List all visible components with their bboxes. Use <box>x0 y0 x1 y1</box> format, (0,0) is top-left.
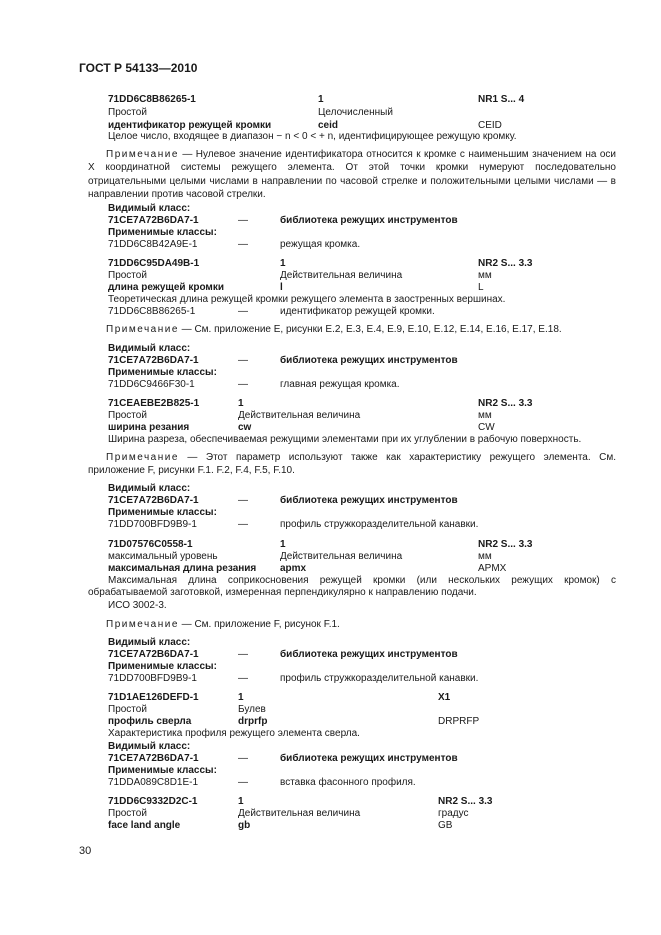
entry-name: face land angle <box>108 820 181 831</box>
entry-type: Простой <box>108 704 147 715</box>
entry-symbol: drprfp <box>238 716 268 727</box>
entry-unit: градус <box>438 808 469 819</box>
entry-code2: GB <box>438 820 453 831</box>
applicable-name: профиль стружкоразделительной канавки. <box>280 673 479 684</box>
visible-class-name: библиотека режущих инструментов <box>280 495 458 506</box>
note-label: Примечание <box>106 619 179 630</box>
entry-id: 71CEAEBE2B825-1 <box>108 398 200 409</box>
entry-note <box>88 148 616 201</box>
ref-name: идентификатор режущей кромки. <box>280 306 435 317</box>
entry-code2: DRPRFP <box>438 716 480 727</box>
entry-symbol: cw <box>238 422 252 433</box>
visible-class-label: Видимый класс: <box>108 741 191 752</box>
visible-class-id: 71CE7A72B6DA7-1 <box>108 355 199 366</box>
entry-code: NR2 S... 3.3 <box>478 539 533 550</box>
entry-id: 71D07576C0558-1 <box>108 539 193 550</box>
entry-definition: Ширина разреза, обеспечиваемая режущими элементами при их углублении в рабочую поверхность. <box>108 434 582 445</box>
entry-value-type: Булев <box>238 704 266 715</box>
entry-name: профиль сверла <box>108 716 192 727</box>
dash: — <box>238 379 248 390</box>
entry-id: 71DD6C9332D2C-1 <box>108 796 198 807</box>
dash: — <box>238 215 248 226</box>
visible-class-name: библиотека режущих инструментов <box>280 355 458 366</box>
applicable-label: Применимые классы: <box>108 367 217 378</box>
entry-id: 71DD6C95DA49B-1 <box>108 258 200 269</box>
entry-symbol: l <box>280 282 283 293</box>
entry-num: 1 <box>238 398 244 409</box>
entry-num: 1 <box>280 258 286 269</box>
entry-value-type: Действительная величина <box>280 551 403 562</box>
entry-num: 1 <box>280 539 286 550</box>
entry-type: Простой <box>108 808 147 819</box>
applicable-label: Применимые классы: <box>108 227 217 238</box>
entry-definition: Целое число, входящее в диапазон − n < 0 < + n, идентифицирующее режущую кромку. <box>108 131 517 142</box>
dash: — <box>238 239 248 250</box>
entry-unit: мм <box>478 551 492 562</box>
page-number: 30 <box>79 845 92 857</box>
entry-code: X1 <box>438 692 451 703</box>
entry-code2: L <box>478 282 484 293</box>
entry-num: 1 <box>238 692 244 703</box>
applicable-id: 71DD6C9466F30-1 <box>108 379 195 390</box>
visible-class-id: 71CE7A72B6DA7-1 <box>108 495 199 506</box>
visible-class-name: библиотека режущих инструментов <box>280 753 458 764</box>
entry-id: 71D1AE126DEFD-1 <box>108 692 199 703</box>
applicable-name: режущая кромка. <box>280 239 361 250</box>
entry-unit: мм <box>478 410 492 421</box>
entry-type: Простой <box>108 410 147 421</box>
dash: — <box>238 495 248 506</box>
document-header: ГОСТ Р 54133—2010 <box>79 61 198 75</box>
applicable-name: вставка фасонного профиля. <box>280 777 416 788</box>
entry-name: ширина резания <box>108 422 190 433</box>
entry-num: 1 <box>318 94 324 105</box>
entry-value-type: Действительная величина <box>280 270 403 281</box>
note-text: — Этот параметр используют также как характеристику режущего элемента. См. приложение F, рисунки F.1. F.2, F.4, F.5, F.10. <box>88 452 616 477</box>
note-text: — См. приложение Е, рисунки Е.2, Е.3, Е.4, Е.9, Е.10, Е.12, Е.14, Е.16, Е.17, Е.18. <box>181 324 562 335</box>
entry-code: NR2 S... 3.3 <box>478 258 533 269</box>
applicable-name: профиль стружкоразделительной канавки. <box>280 519 479 530</box>
dash: — <box>238 753 248 764</box>
entry-type: максимальный уровень <box>108 551 218 562</box>
entry-value-type: Действительная величина <box>238 808 361 819</box>
visible-class-label: Видимый класс: <box>108 637 191 648</box>
visible-class-id: 71CE7A72B6DA7-1 <box>108 649 199 660</box>
applicable-label: Применимые классы: <box>108 661 217 672</box>
dash: — <box>238 306 248 317</box>
entry-definition <box>88 575 616 599</box>
visible-class-label: Видимый класс: <box>108 343 191 354</box>
entry-unit: мм <box>478 270 492 281</box>
applicable-id: 71DD700BFD9B9-1 <box>108 519 197 530</box>
applicable-name: главная режущая кромка. <box>280 379 400 390</box>
note-text: — Нулевое значение идентификатора относится к кромке с наименьшим значением на оси X координатной системы режущего элемента. От этой точки кромки нумеруют последовательно отрицательными целыми числами в направлении по часовой стрелке и положительными целыми числами — в направлении против часовой стрелки. <box>88 149 617 200</box>
note-label: Примечание <box>106 324 179 335</box>
entry-symbol: apmx <box>280 563 307 574</box>
entry-code2: CEID <box>478 120 502 131</box>
entry-type: Простой <box>108 270 147 281</box>
entry-note <box>106 619 340 631</box>
entry-code: NR2 S... 3.3 <box>478 398 533 409</box>
visible-class-id: 71CE7A72B6DA7-1 <box>108 215 199 226</box>
visible-class-id: 71CE7A72B6DA7-1 <box>108 753 199 764</box>
applicable-label: Применимые классы: <box>108 507 217 518</box>
applicable-id: 71DDA089C8D1E-1 <box>108 777 199 788</box>
entry-type: Простой <box>108 107 147 118</box>
entry-id: 71DD6C8B86265-1 <box>108 94 196 105</box>
entry-symbol: gb <box>238 820 251 831</box>
ref-id: 71DD6C8B86265-1 <box>108 306 196 317</box>
visible-class-name: библиотека режущих инструментов <box>280 649 458 660</box>
dash: — <box>238 519 248 530</box>
entry-code2: APMX <box>478 563 507 574</box>
entry-value-type: Целочисленный <box>318 107 393 118</box>
note-label: Примечание <box>106 452 179 463</box>
entry-code: NR1 S... 4 <box>478 94 525 105</box>
visible-class-name: библиотека режущих инструментов <box>280 215 458 226</box>
entry-source: ИСО 3002-3. <box>108 600 167 611</box>
note-label: Примечание <box>106 149 179 160</box>
entry-definition: Характеристика профиля режущего элемента сверла. <box>108 728 360 739</box>
entry-note <box>106 324 562 336</box>
dash: — <box>238 355 248 366</box>
entry-name: максимальная длина резания <box>108 563 257 574</box>
dash: — <box>238 673 248 684</box>
entry-name: длина режущей кромки <box>108 282 224 293</box>
note-text: — См. приложение F, рисунок F.1. <box>181 619 340 630</box>
dash: — <box>238 649 248 660</box>
entry-code: NR2 S... 3.3 <box>438 796 493 807</box>
entry-name: идентификатор режущей кромки <box>108 120 272 131</box>
dash: — <box>238 777 248 788</box>
applicable-id: 71DD700BFD9B9-1 <box>108 673 197 684</box>
entry-value-type: Действительная величина <box>238 410 361 421</box>
entry-note <box>88 451 616 478</box>
entry-symbol: ceid <box>318 120 339 131</box>
entry-num: 1 <box>238 796 244 807</box>
entry-definition: Теоретическая длина режущей кромки режущего элемента в заостренных вершинах. <box>108 294 506 305</box>
entry-code2: CW <box>478 422 495 433</box>
visible-class-label: Видимый класс: <box>108 483 191 494</box>
visible-class-label: Видимый класс: <box>108 203 191 214</box>
applicable-id: 71DD6C8B42A9E-1 <box>108 239 198 250</box>
applicable-label: Применимые классы: <box>108 765 217 776</box>
definition-text: Максимальная длина соприкосновения режущей кромки (или нескольких режущих кромок) с обрабатываемой заготовкой, измеренная перпендикулярно к направлению подачи. <box>88 575 616 598</box>
